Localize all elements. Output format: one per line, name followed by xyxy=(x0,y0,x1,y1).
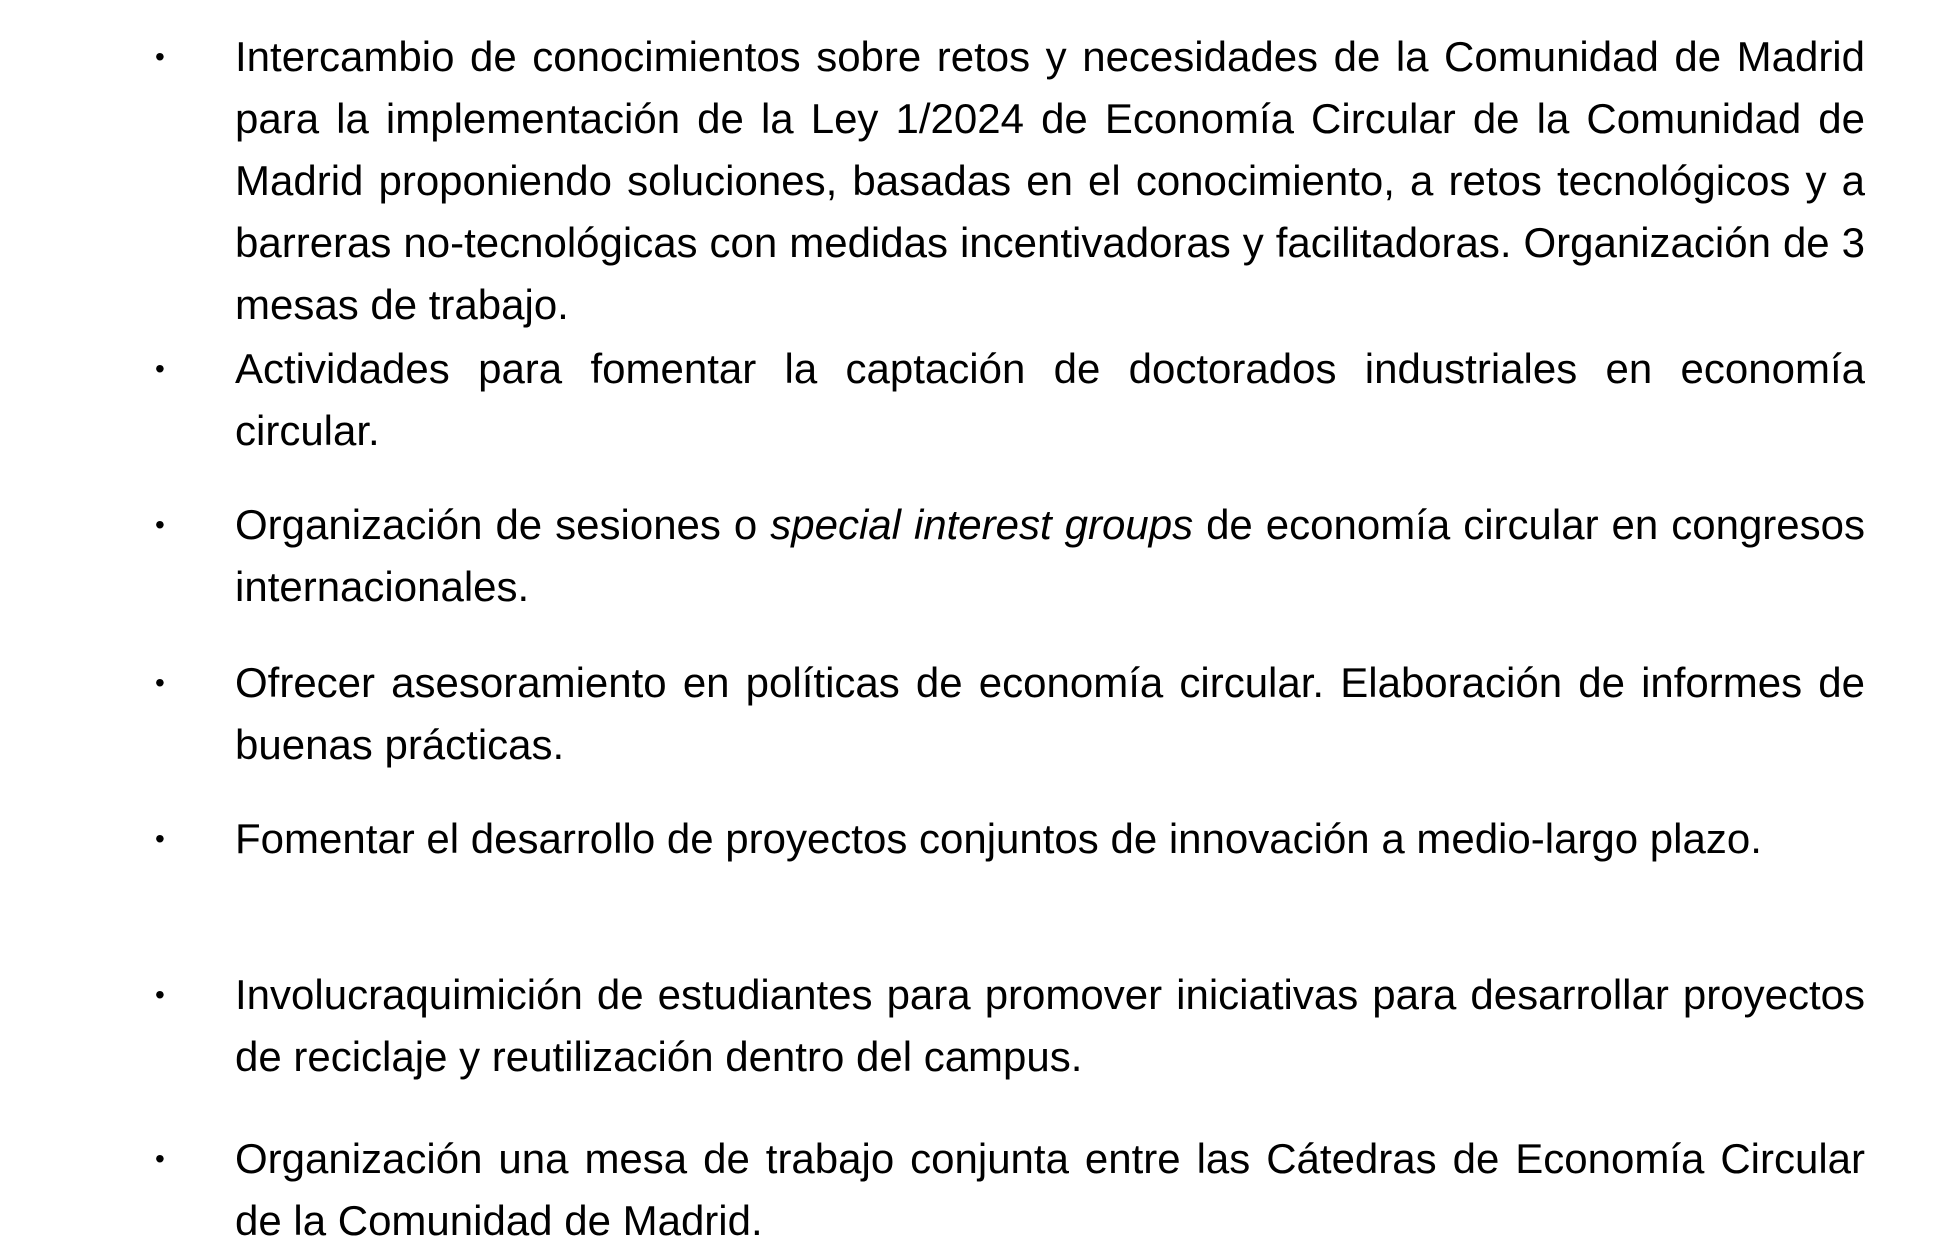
bullet-icon: • xyxy=(155,509,165,540)
text-segment: de economía circular en congresos internacionales. xyxy=(235,501,1866,610)
list-item-text xyxy=(235,494,1865,618)
text-segment: Organización de sesiones o xyxy=(235,501,771,548)
list-item-text: Involucraquimición de estudiantes para promover iniciativas para desarrollar proyectos de reciclaje y reutilización dentro del campus. xyxy=(235,971,1865,1080)
bullet-icon: • xyxy=(155,41,165,72)
bullet-icon: • xyxy=(155,667,165,698)
bullet-icon: • xyxy=(155,353,165,384)
bullet-icon: • xyxy=(155,979,165,1010)
list-item-text: Actividades para fomentar la captación de doctorados industriales en economía circular. xyxy=(235,345,1865,454)
list-item-text: Ofrecer asesoramiento en políticas de economía circular. Elaboración de informes de buenas prácticas. xyxy=(235,659,1865,768)
italic-term: special interest groups xyxy=(770,501,1194,548)
list-item-text: Intercambio de conocimientos sobre retos y necesidades de la Comunidad de Madrid para la implementación de la Ley 1/2024 de Economía Circular de la Comunidad de Madrid proponiendo soluciones, basadas en el conocimiento, a retos tecnológicos y a barreras no-tecnológicas con medidas incentivadoras y facilitadoras. Organización de 3 mesas de trabajo. xyxy=(235,33,1865,328)
list-item-text: Fomentar el desarrollo de proyectos conjuntos de innovación a medio-largo plazo. xyxy=(235,815,1762,862)
bullet-icon: • xyxy=(155,823,165,854)
list-item-text: Organización una mesa de trabajo conjunta entre las Cátedras de Economía Circular de la Comunidad de Madrid. xyxy=(235,1135,1865,1244)
bullet-icon: • xyxy=(155,1143,165,1174)
